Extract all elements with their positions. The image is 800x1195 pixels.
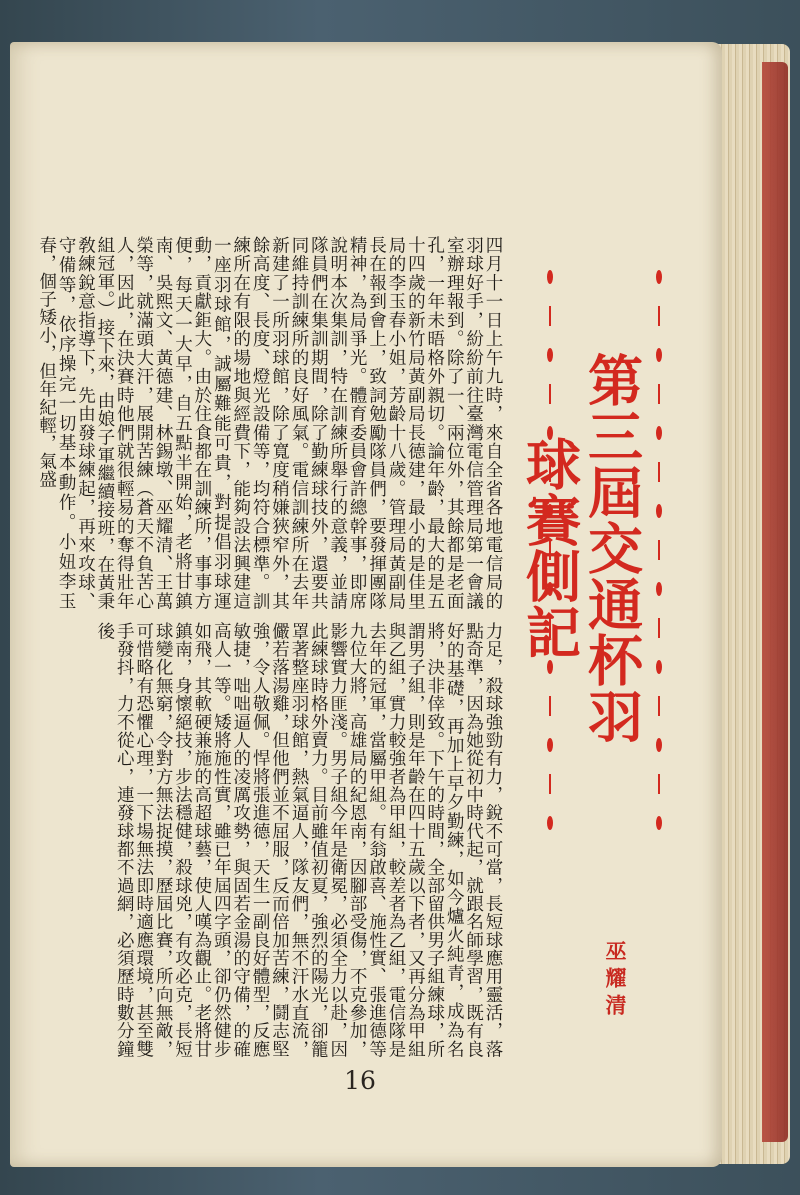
article-body-top: 四月十一日上午九時，來自全省各地電信局的羽球好手，紛紛前往臺灣電信管理局第一會議室辦理報到。除了一、兩位外，其餘都是老面孔，一年未晤格外親切。論年齡，最大的是五十四歲的新竹局黃副局長德建，最小的是佳里局的李玉春小姐，芳齡十八歲。管理局黃副局長在報到會上，致詞勉勵隊員們，要發揮團隊精神，為局爭光。體育委員會許總幹事，即席說明本次集訓，特在訓練所舉行的意義，並請隊員們在集訓期間，除了勤練球技外，還要共同維持訓練所的良好風氣。電信訓練所在去年新建了一所羽球館，除了寬度稍嫌狹窄外，其餘高度、長度、燈光設備等，均符合標準。訓練所在有限的場地與經費下，能夠設法興建這一座羽球館，誠屬難能可貴，對提倡羽球運動，貢獻鉅大。由於住食都在訓練所，事事方便，每天一大早，自五點半開始，老將甘鎮南、吳熙文、黃德建、林錫墩、巫耀清、王萬榮等，就滿頭大汗，展開苦練（蒼天不負苦心人，因此，在決賽時他們就很輕易的奪得壯年組冠軍。）接下來，由娘子軍繼續接班，在黃秉敎練銳意指導下，先由發球練起，再來攻球、守備等，依序操完一切基本動作。小妞李玉春，個子矮小，但年紀輕，氣盛 <box>36 236 503 610</box>
page-number: 16 <box>344 1066 376 1095</box>
article-author: 巫耀清 <box>603 940 628 1021</box>
page-stack-red-edge <box>762 62 788 1142</box>
title-ornament-right <box>654 270 664 830</box>
article-body-bottom: 力足，殺球強勁有力，銳不可當，長短球應用靈活，落點奇準，因為她從初中時代起，就跟名師學習，既有良好的基礎，再加上早夕勤練，如今爐火純青，成為名將，決非倖致。下午的時間，全部留供男子組練球，所謂男子組，則是年齡在四十五歲以下者，又再分為甲組與乙組，實力較強者為甲組，較差者為乙組，電信隊是去年的冠軍，當屬甲組。有翁啟喜、施性實、張進德等九位大將，高雄局的紀恩南，因腳部受傷，不克參加，影響實力匪淺。男子組今年是衛冕，必須全力以赴，因此練球時格外賣力。目前雖值初夏，強烈的陽光，卻籠罩著整座羽球館，熱氣逼人，隊友們，無不汗水直流，儼若落湯雞，但他們並不屈服，反而倍加苦練，鬪志堅強，令人敬佩。悍將張進德，天生一副良好體型，反應敏捷，咄咄逼人的凌厲攻勢，與固若金湯的守備，的確高人一等。矮將施性實，雖已年屆四字頭，卻仍然健步如飛，其軟硬兼施的高超球藝，使人嘆為觀止。老將甘鎮南，身懷絕技，步法穩健，殺球兇，有攻必克，長短球變化無窮，令對方無法捉摸，歷屆比賽，所向無敵，可惜略有恐懼心理，一下場無法即時適應環境，甚至雙手發抖，力不從心，連發球都不過網，必須歷時數分鐘後 <box>94 622 503 1058</box>
article-title: 第三屆交通杯羽球賽側記 <box>517 352 644 744</box>
